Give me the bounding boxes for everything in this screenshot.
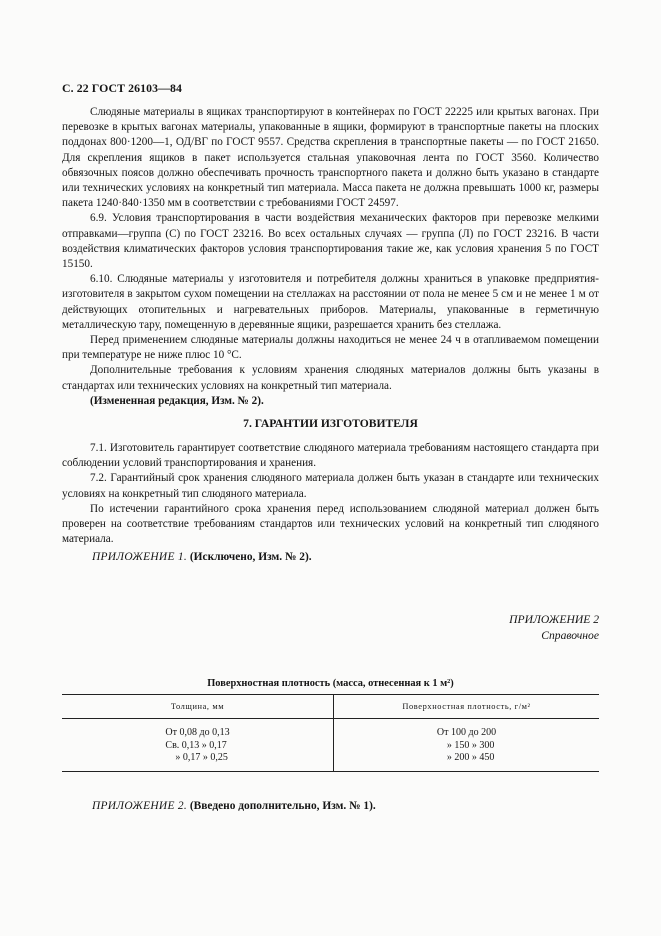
section7-text <box>62 441 599 547</box>
paragraph: 6.10. Слюдяные материалы у изготовителя и потребителя должны храниться в упаковке предприятия-изготовителя в закрытом сухом помещении на стеллажах на расстоянии от пола не менее 5 см и не менее 1 м от действующих отопительных и нагревательных приборов. Материалы, упакованные в герметичную металлическую тару, помещенную в деревянные ящики, разрешается хранить без стеллажа. <box>62 273 599 331</box>
paragraph: Перед применением слюдяные материалы должны находиться не менее 24 ч в отапливаемом помещении при температуре не ниже плюс 10 °С. <box>62 334 599 362</box>
page-header: С. 22 ГОСТ 26103—84 <box>62 81 183 95</box>
amendment-note: (Измененная редакция, Изм. № 2). <box>90 394 264 407</box>
appendix2-label: ПРИЛОЖЕНИЕ 2 <box>509 613 599 626</box>
appendix1-label: ПРИЛОЖЕНИЕ 1. <box>92 551 188 563</box>
density-value: » 200 » 450 <box>446 752 495 763</box>
appendix2-footer-note: (Введено дополнительно, Изм. № 1). <box>189 800 376 812</box>
paragraph: Дополнительные требования к условиям хранения слюдяных материалов должны быть указаны в стандартах или технических условиях на конкретный тип материала. <box>62 364 599 392</box>
paragraph: 7.1. Изготовитель гарантирует соответствие слюдяного материала требованиям настоящего стандарта при соблюдении условий транспортирования и хранения. <box>62 442 599 470</box>
column-header-density: Поверхностная плотность, г/м² <box>334 695 600 719</box>
thickness-cell <box>62 719 334 772</box>
density-values <box>437 727 496 765</box>
thickness-values <box>165 727 229 765</box>
appendix2-subtitle: Справочное <box>541 629 599 642</box>
appendix2-footer-line <box>92 800 376 812</box>
table-header-row <box>62 695 599 719</box>
paragraph: По истечении гарантийного срока хранения перед использованием слюдяной материал должен быть проверен на соответствие требованиям стандартов или технических условий на конкретный тип слюдяного материала. <box>62 502 599 546</box>
table-row <box>62 719 599 772</box>
section6-text <box>62 105 599 409</box>
density-cell <box>334 719 600 772</box>
appendix2-footer-label: ПРИЛОЖЕНИЕ 2. <box>92 800 188 812</box>
paragraph: 6.9. Условия транспортирования в части воздействия механических факторов при перевозке мелкими отправками—группа (С) по ГОСТ 23216. Во всех остальных случаях — группа (Л) по ГОСТ 23216. В части воздействия климатических факторов условия транспортирования такие же, как условия хранения 5 по ГОСТ 15150. <box>62 212 599 271</box>
thickness-value: Св. 0,13 » 0,17 <box>165 739 227 751</box>
paragraph: Слюдяные материалы в ящиках транспортируют в контейнерах по ГОСТ 22225 или крытых вагонах. При перевозке в крытых вагонах материалы, упакованные в ящики, формируют в транспортные пакеты на плоских поддонах 800·1200—1, ОД/ВГ по ГОСТ 9557. Средства скрепления в транспортные пакеты — по ГОСТ 21650. Для скрепления ящиков в пакет используется стальная упаковочная лента по ГОСТ 3560. Количество обвязочных поясов должно обеспечивать прочность транспортного пакета и должно быть указано в стандарте или технических условиях на конкретный тип материала. Масса пакета не должна превышать 1000 кг, размеры пакета 1240·840·1350 мм в соответствии с требованиями ГОСТ 24597. <box>62 106 599 210</box>
density-value: » 150 » 300 <box>446 739 495 751</box>
appendix2-header <box>509 612 599 644</box>
thickness-value: От 0,08 до 0,13 <box>165 727 230 738</box>
section-title: 7. ГАРАНТИИ ИЗГОТОВИТЕЛЯ <box>243 417 418 430</box>
appendix1-note: (Исключено, Изм. № 2). <box>189 551 312 563</box>
table-title: Поверхностная плотность (масса, отнесенная к 1 м²) <box>207 678 454 689</box>
density-value: От 100 до 200 <box>436 727 497 738</box>
document-page <box>62 0 599 936</box>
density-table <box>62 694 599 772</box>
column-header-thickness: Толщина, мм <box>62 695 334 719</box>
paragraph: 7.2. Гарантийный срок хранения слюдяного материала должен быть указан в стандарте или технических условиях на конкретный тип слюдяного материала. <box>62 472 599 500</box>
thickness-value: » 0,17 » 0,25 <box>175 752 228 763</box>
appendix1-line <box>92 551 312 563</box>
